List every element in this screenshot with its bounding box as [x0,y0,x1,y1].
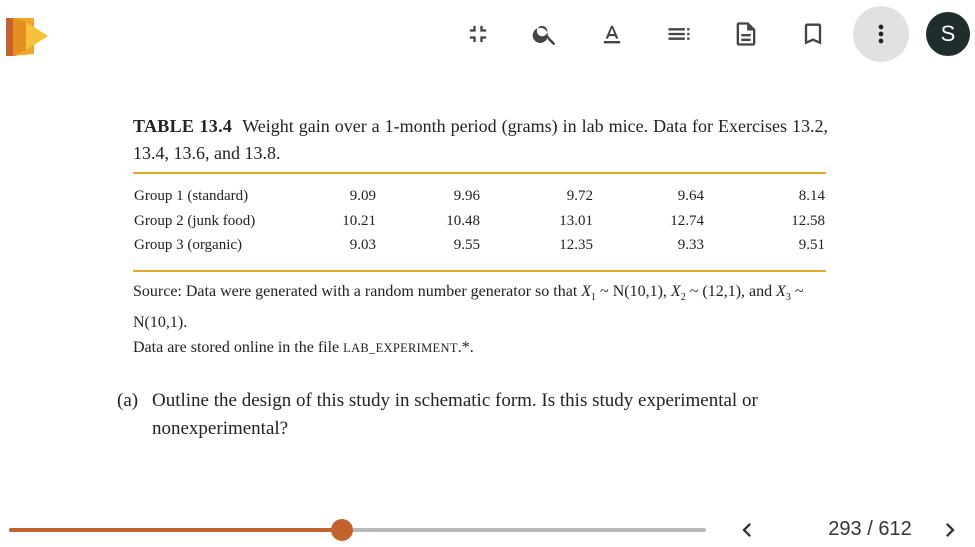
more-options-button[interactable] [853,6,909,62]
next-page-button[interactable] [935,514,965,546]
text-format-icon[interactable] [592,14,632,54]
table-cell: 12.58 [791,212,825,229]
data-table [133,172,826,272]
row-label: Group 1 (standard) [134,188,249,204]
table-cell: 12.35 [559,237,593,253]
chevron-left-icon [733,516,761,544]
table-cell: 9.72 [566,188,593,204]
table-label: TABLE 13.4 [133,116,233,136]
table-of-contents-icon[interactable] [659,14,699,54]
search-icon[interactable] [525,14,565,54]
table-row [133,235,826,260]
table-cell: 9.09 [349,188,376,204]
table-cell: 9.51 [798,237,825,253]
row-label: Group 2 (junk food) [134,212,256,229]
table-cell: 8.14 [798,188,825,204]
table-row [133,186,826,211]
play-books-logo-icon[interactable] [4,14,50,60]
table-caption-text: Weight gain over a 1-month period (grams) in lab mice. Data for Exercises 13.2, 13.4, 13.6, and 13.8. [133,116,828,163]
table-cell: 13.01 [559,212,593,229]
table-cell: 9.33 [677,237,704,253]
chevron-right-icon [936,516,964,544]
table-cell: 9.55 [453,237,480,253]
row-label: Group 3 (organic) [134,237,243,253]
exit-fullscreen-icon[interactable] [458,14,498,54]
notes-icon[interactable] [726,14,766,54]
more-vert-icon [867,20,895,48]
question-label: (a) [117,390,139,411]
table-cell: 9.64 [677,188,704,204]
source-note: Source: Data were generated with a random number generator so that $X_1$ ~ N(10,1), $X_2$ ~ (12,1), and $X_3$ ~ N(10,1). [133,283,804,332]
progress-fill [9,528,342,532]
page-progress-slider[interactable] [9,528,706,532]
data-filename: LAB_EXPERIMENT [343,341,458,355]
table-cell: 10.21 [342,212,376,229]
table-cell: 10.48 [446,212,480,229]
table-cell: 12.74 [670,212,704,229]
top-toolbar [0,0,975,70]
table-cell: 9.96 [453,188,480,204]
table-caption [133,113,828,167]
table-row [133,211,826,236]
previous-page-button[interactable] [732,514,762,546]
account-avatar[interactable]: S [926,12,970,56]
table-cell: 9.03 [349,237,376,253]
page-indicator: 293 / 612 [828,518,912,540]
question-text: Outline the design of this study in schematic form. Is this study experimental or nonexperimental? [152,390,758,439]
progress-thumb[interactable] [331,519,353,541]
exercise-question [117,387,832,443]
bookmark-icon[interactable] [793,14,833,54]
data-location-note: Data are stored online in the file LAB_EXPERIMENT.*. [133,339,474,356]
